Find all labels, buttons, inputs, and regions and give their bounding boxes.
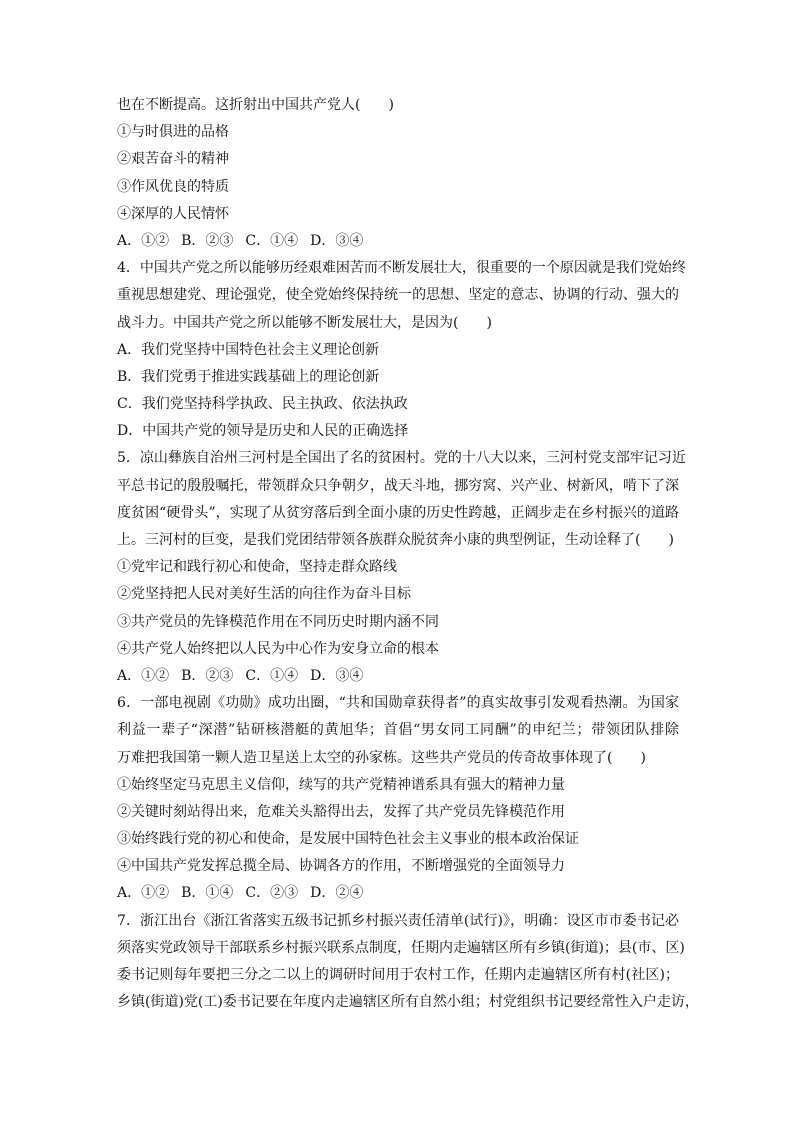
q3-item-3: ③作风优良的特质: [117, 178, 229, 195]
q5-stem-line-4: 上。三河村的巨变，是我们党团结带领各族群众脱贫奔小康的典型例证，生动诠释了( ): [117, 532, 674, 548]
q5-stem-line-3: 度贫困“硬骨头”，实现了从贫穷落后到全面小康的历史性跨越，正阔步走在乡村振兴的道路: [117, 504, 679, 521]
q5-item-4: ④共产党人始终把以人民为中心作为安身立命的根本: [117, 640, 439, 657]
q4-choice-c: C．我们党坚持科学执政、民主执政、依法执政: [117, 396, 408, 413]
q6-stem-line-3: 万难把我国第一颗人造卫星送上太空的孙家栋。这些共产党员的传奇故事体现了( ): [117, 749, 646, 766]
q6-item-4: ④中国共产党发挥总揽全局、协调各方的作用，不断增强党的全面领导力: [117, 858, 565, 875]
q6-option-a: A．①②: [117, 885, 170, 902]
q4-choice-a: A．我们党坚持中国特色社会主义理论创新: [117, 341, 380, 358]
q4-choice-d: D．中国共产党的领导是历史和人民的正确选择: [117, 423, 409, 440]
q7-stem-line-3: 委书记则每年要把三分之二以上的调研时间用于农村工作，任期内走遍辖区所有村(社区)；: [117, 967, 679, 983]
q4-choice-b: B．我们党勇于推进实践基础上的理论创新: [117, 368, 380, 385]
q5-stem-line-1: 5．凉山彝族自治州三河村是全国出了名的贫困村。党的十八大以来，三河村党支部牢记习近: [117, 450, 686, 467]
q4-stem-line-2: 重视思想建党、理论强党，使全党始终保持统一的思想、坚定的意志、协调的行动、强大的: [117, 287, 679, 304]
q7-stem-line-2: 须落实党政领导干部联系乡村振兴联系点制度，任期内走遍辖区所有乡镇(街道)；县(市、区): [117, 939, 685, 956]
q7-stem-line-1: 7．浙江出台《浙江省落实五级书记抓乡村振兴责任清单(试行)》，明确：设区市市委书记必: [117, 912, 679, 929]
q6-option-c: C．②③: [245, 885, 299, 902]
q6-item-1: ①始终坚定马克思主义信仰，续写的共产党精神谱系具有强大的精神力量: [117, 776, 565, 793]
q6-stem-line-1: 6．一部电视剧《功勋》成功出圈，“共和国勋章获得者”的真实故事引发观看热潮。为国家: [117, 695, 679, 712]
q4-stem-line-1: 4．中国共产党之所以能够历经艰难困苦而不断发展壮大，很重要的一个原因就是我们党始终: [117, 260, 686, 277]
q7-stem-line-4: 乡镇(街道)党(工)委书记要在年度内走遍辖区所有自然小组；村党组织书记要经常性入户走访，: [117, 994, 699, 1011]
q5-option-a: A．①②: [117, 667, 170, 684]
q6-option-d: D．②④: [310, 885, 364, 902]
q3-option-d: D．③④: [310, 232, 364, 249]
q5-option-d: D．③④: [310, 667, 364, 684]
document-page: [117, 92, 699, 1016]
q3-item-1: ①与时俱进的品格: [117, 124, 229, 141]
q3-option-a: A．①②: [117, 232, 170, 249]
q5-stem-line-2: 平总书记的殷殷嘱托，带领群众只争朝夕，战天斗地，挪穷窝、兴产业、树新风，啃下了深: [117, 477, 679, 494]
q3-item-2: ②艰苦奋斗的精神: [117, 151, 229, 168]
q3-options: [117, 228, 679, 255]
q6-option-b: B．①④: [181, 885, 234, 902]
q6-options: [117, 880, 679, 907]
q3-stem-continuation: 也在不断提高。这折射出中国共产党人( ): [117, 97, 394, 113]
q6-stem-line-2: 利益一辈子“深潜”钻研核潜艇的黄旭华；首倡“男女同工同酬”的申纪兰；带领团队排除: [117, 722, 679, 739]
q5-option-b: B．②③: [181, 667, 234, 684]
q5-item-3: ③共产党员的先锋模范作用在不同历史时期内涵不同: [117, 613, 439, 630]
q5-item-1: ①党牢记和践行初心和使命，坚持走群众路线: [117, 559, 397, 576]
q5-option-c: C．①④: [245, 667, 299, 684]
q6-item-3: ③始终践行党的初心和使命，是发展中国特色社会主义事业的根本政治保证: [117, 831, 579, 848]
q3-option-b: B．②③: [181, 232, 234, 249]
q3-option-c: C．①④: [245, 232, 299, 249]
q4-stem-line-3: 战斗力。中国共产党之所以能够不断发展壮大，是因为( ): [117, 314, 492, 331]
q5-item-2: ②党坚持把人民对美好生活的向往作为奋斗目标: [117, 586, 411, 603]
q6-item-2: ②关键时刻站得出来，危难关头豁得出去，发挥了共产党员先锋模范作用: [117, 803, 565, 820]
q3-item-4: ④深厚的人民情怀: [117, 205, 229, 222]
q5-options: [117, 663, 679, 690]
